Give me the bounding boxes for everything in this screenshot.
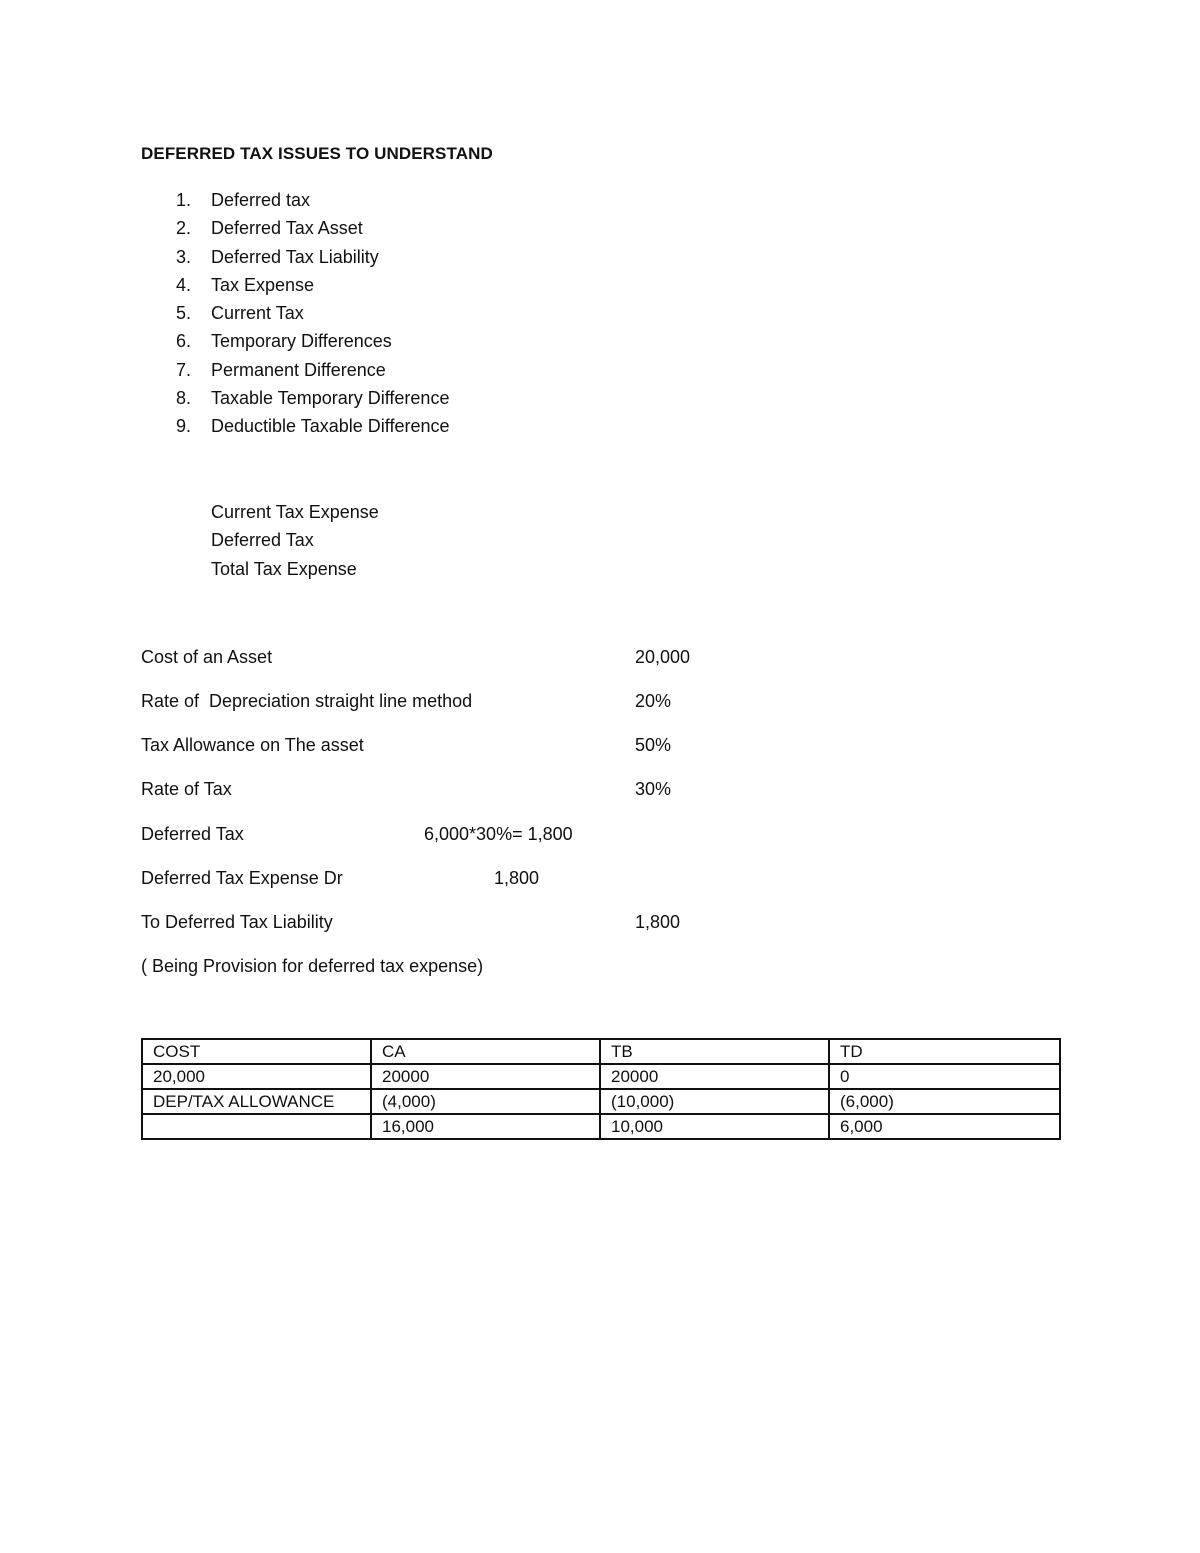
table-cell: TD: [829, 1039, 1060, 1064]
table-cell: 6,000: [829, 1114, 1060, 1139]
list-number: 6.: [176, 331, 192, 352]
fact-row-tax-rate: [0, 777, 1200, 801]
table-cell: [142, 1114, 371, 1139]
table-cell: 20000: [600, 1064, 829, 1089]
journal-credit-row: [0, 910, 1200, 934]
summary-current-tax-expense: Current Tax Expense: [211, 502, 379, 522]
fact-row-depreciation: [0, 689, 1200, 713]
table-cell: CA: [371, 1039, 600, 1064]
fact-label: Rate of Tax: [141, 779, 232, 799]
fact-value: 50%: [635, 735, 672, 755]
list-label: Deferred Tax Liability: [211, 246, 379, 267]
fact-label: Deferred Tax: [141, 824, 244, 844]
list-label: Deferred tax: [211, 190, 311, 210]
fact-row-allowance: [0, 733, 1200, 757]
list-label: Deductible Taxable Difference: [211, 416, 450, 437]
list-number: 3.: [176, 246, 192, 267]
list-number: 8.: [176, 388, 192, 409]
journal-narration: ( Being Provision for deferred tax expense): [141, 956, 484, 976]
journal-debit-label: Deferred Tax Expense Dr: [141, 868, 343, 888]
journal-debit-amount: 1,800: [494, 868, 540, 888]
fact-row-deferred-tax: [0, 822, 1200, 846]
list-number: 7.: [176, 359, 192, 380]
table-cell: 16,000: [371, 1114, 600, 1139]
table-cell: 20000: [371, 1064, 600, 1089]
document-title: DEFERRED TAX ISSUES TO UNDERSTAND: [141, 144, 493, 163]
list-number: 5.: [176, 303, 192, 324]
journal-credit-label: To Deferred Tax Liability: [141, 912, 333, 932]
fact-calculation: 6,000*30%= 1,800: [424, 824, 573, 844]
list-number: 4.: [176, 274, 192, 295]
list-label: Current Tax: [211, 303, 304, 324]
summary-deferred-tax: Deferred Tax: [211, 530, 314, 551]
table-cell: 20,000: [142, 1064, 371, 1089]
list-label: Permanent Difference: [211, 359, 386, 380]
table-cell: (10,000): [600, 1089, 829, 1114]
summary-total-tax-expense: Total Tax Expense: [211, 558, 357, 579]
table-cell: (4,000): [371, 1089, 600, 1114]
list-label: Tax Expense: [211, 274, 315, 295]
list-label: Temporary Differences: [211, 331, 392, 352]
temporary-difference-table: [141, 1038, 1061, 1140]
fact-row-cost: [0, 645, 1200, 669]
table-row: [142, 1114, 1060, 1139]
table-cell: COST: [142, 1039, 371, 1064]
table-cell: 0: [829, 1064, 1060, 1089]
table-row: [142, 1039, 1060, 1064]
table-cell: DEP/TAX ALLOWANCE: [142, 1089, 371, 1114]
table-cell: (6,000): [829, 1089, 1060, 1114]
fact-label: Cost of an Asset: [141, 647, 273, 667]
list-label: Deferred Tax Asset: [211, 218, 363, 239]
fact-value: 20,000: [635, 647, 691, 667]
list-label: Taxable Temporary Difference: [211, 388, 450, 409]
table-row: [142, 1089, 1060, 1114]
fact-label: Tax Allowance on The asset: [141, 735, 364, 755]
journal-narration-row: [0, 954, 1200, 978]
table-cell: TB: [600, 1039, 829, 1064]
journal-debit-row: [0, 866, 1200, 890]
fact-value: 20%: [635, 691, 672, 711]
list-number: 9.: [176, 416, 192, 437]
list-number: 2.: [176, 218, 192, 239]
table-row: [142, 1064, 1060, 1089]
fact-label: Rate of Depreciation straight line method: [141, 691, 473, 711]
list-number: 1.: [176, 190, 192, 210]
table-cell: 10,000: [600, 1114, 829, 1139]
tax-expense-summary: [211, 500, 379, 585]
fact-value: 30%: [635, 779, 672, 799]
journal-credit-amount: 1,800: [635, 912, 681, 932]
